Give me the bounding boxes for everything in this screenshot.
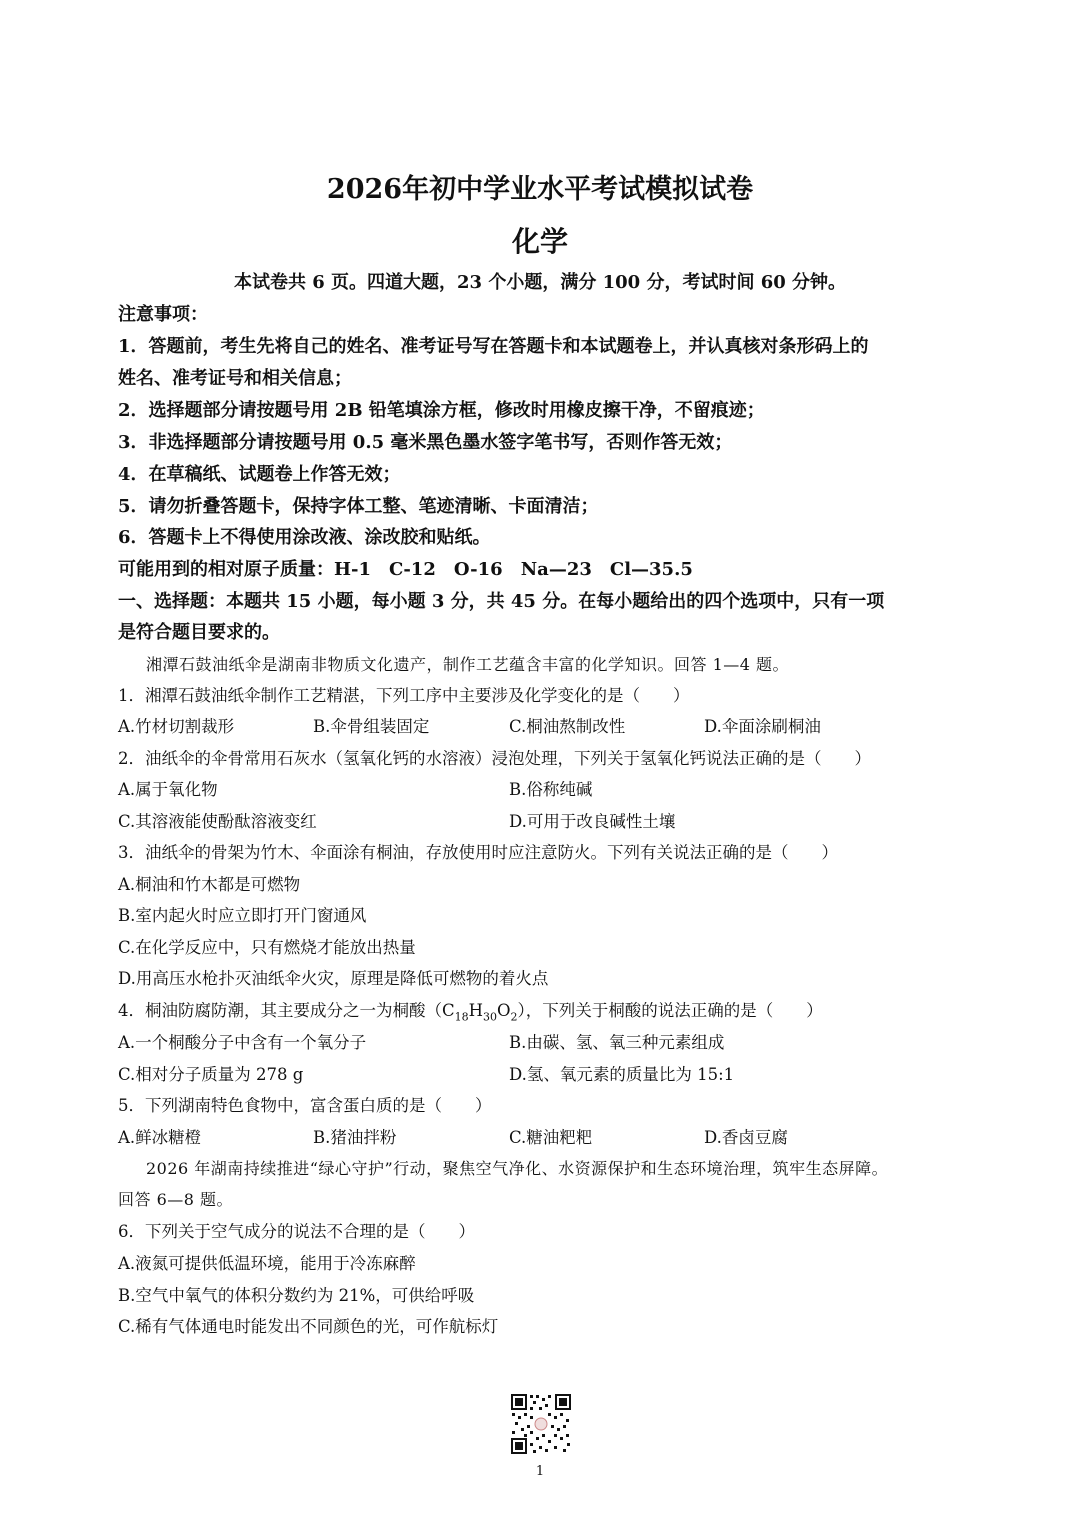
- note-item-5: 5．请勿折叠答题卡，保持字体工整、笔迹清晰、卡面清洁；: [118, 496, 599, 517]
- note-item-6: 6．答题卡上不得使用涂改液、涂改胶和贴纸。: [118, 527, 491, 548]
- passage-intro-1: 湘潭石鼓油纸伞是湖南非物质文化遗产，制作工艺蕴含丰富的化学知识。回答 1—4 题。: [146, 655, 790, 674]
- q6-option-a: A.液氮可提供低温环境，能用于冷冻麻醉: [118, 1254, 416, 1273]
- notes-heading: 注意事项：: [118, 304, 208, 325]
- q5-option-b: B.猪油拌粉: [313, 1128, 397, 1147]
- subject-title: 化学: [511, 225, 568, 258]
- q5-option-a: A.鲜冰糖橙: [118, 1128, 202, 1147]
- note-item-3: 3．非选择题部分请按题号用 0.5 毫米黑色墨水签字笔书写，否则作答无效；: [118, 432, 733, 453]
- exam-title: 2026年初中学业水平考试模拟试卷: [326, 174, 754, 205]
- section1-heading-cont: 是符合题目要求的。: [118, 622, 280, 643]
- q5-option-d: D.香卤豆腐: [704, 1128, 788, 1147]
- note-item-1: 1．答题前，考生先将自己的姓名、准考证号写在答题卡和本试题卷上，并认真核对条形码上的: [118, 336, 869, 357]
- q4-option-d: D.氢、氧元素的质量比为 15:1: [509, 1065, 735, 1084]
- q2-option-b: B.俗称纯碱: [509, 780, 593, 799]
- exam-info: 本试卷共 6 页。四道大题，23 个小题，满分 100 分，考试时间 60 分钟。: [233, 272, 847, 293]
- q4-option-c: C.相对分子质量为 278 g: [118, 1065, 304, 1084]
- q6-option-b: B.空气中氧气的体积分数约为 21%，可供给呼吸: [118, 1286, 475, 1305]
- q3-option-d: D.用高压水枪扑灭油纸伞火灾，原理是降低可燃物的着火点: [118, 969, 549, 988]
- q1-option-b: B.伞骨组装固定: [313, 717, 430, 736]
- qr-code-icon[interactable]: [510, 1393, 572, 1455]
- question-2-stem: 2．油纸伞的伞骨常用石灰水（氢氧化钙的水溶液）浸泡处理，下列关于氢氧化钙说法正确的是（ ）: [118, 749, 871, 768]
- q3-option-b: B.室内起火时应立即打开门窗通风: [118, 906, 367, 925]
- page-number: 1: [535, 1464, 545, 1479]
- question-3-stem: 3．油纸伞的骨架为竹木、伞面涂有桐油，存放使用时应注意防火。下列有关说法正确的是（ ）: [118, 843, 838, 862]
- note-item-1-cont: 姓名、准考证号和相关信息；: [118, 368, 352, 389]
- q4-sub-oxygen: 2: [510, 1010, 518, 1024]
- q2-option-a: A.属于氧化物: [118, 780, 218, 799]
- q2-option-d: D.可用于改良碱性土壤: [509, 812, 676, 831]
- q3-option-a: A.桐油和竹木都是可燃物: [118, 875, 301, 894]
- q4-hydrogen: H: [468, 1001, 484, 1020]
- question-6-stem: 6．下列关于空气成分的说法不合理的是（ ）: [118, 1222, 475, 1241]
- q3-option-c: C.在化学反应中，只有燃烧才能放出热量: [118, 938, 416, 957]
- q4-sub-carbon: 18: [454, 1010, 469, 1024]
- q6-option-c: C.稀有气体通电时能发出不同颜色的光，可作航标灯: [118, 1317, 499, 1336]
- q4-stem-post: ），下列关于桐酸的说法正确的是（ ）: [517, 1001, 823, 1020]
- q1-option-a: A.竹材切割裁形: [118, 717, 235, 736]
- q1-option-c: C.桐油熬制改性: [509, 717, 626, 736]
- note-item-2: 2．选择题部分请按题号用 2B 铅笔填涂方框，修改时用橡皮擦干净，不留痕迹；: [118, 400, 765, 421]
- q4-sub-hydrogen: 30: [483, 1010, 498, 1024]
- question-1-stem: 1．湘潭石鼓油纸伞制作工艺精湛，下列工序中主要涉及化学变化的是（ ）: [118, 686, 690, 705]
- q4-oxygen: O: [497, 1001, 511, 1020]
- section1-heading: 一、选择题：本题共 15 小题，每小题 3 分，共 45 分。在每小题给出的四个选项中，只有一项: [118, 591, 885, 612]
- q2-option-c: C.其溶液能使酚酞溶液变红: [118, 812, 317, 831]
- passage-intro-2: 2026 年湖南持续推进“绿心守护”行动，聚焦空气净化、水资源保护和生态环境治理，筑牢生态屏障。: [146, 1159, 889, 1178]
- q4-option-a: A.一个桐酸分子中含有一个氧分子: [118, 1033, 367, 1052]
- passage-intro-2-cont: 回答 6—8 题。: [118, 1190, 234, 1209]
- question-4-stem: [118, 996, 823, 1032]
- q1-option-d: D.伞面涂刷桐油: [704, 717, 821, 736]
- atomic-mass-line: 可能用到的相对原子质量：H-1 C-12 O-16 Na—23 Cl—35.5: [118, 559, 693, 580]
- note-item-4: 4．在草稿纸、试题卷上作答无效；: [118, 464, 401, 485]
- q4-option-b: B.由碳、氢、氧三种元素组成: [509, 1033, 725, 1052]
- question-5-stem: 5．下列湖南特色食物中，富含蛋白质的是（ ）: [118, 1096, 492, 1115]
- q4-stem-pre: 4．桐油防腐防潮，其主要成分之一为桐酸（C: [118, 1001, 455, 1020]
- q5-option-c: C.糖油粑粑: [509, 1128, 593, 1147]
